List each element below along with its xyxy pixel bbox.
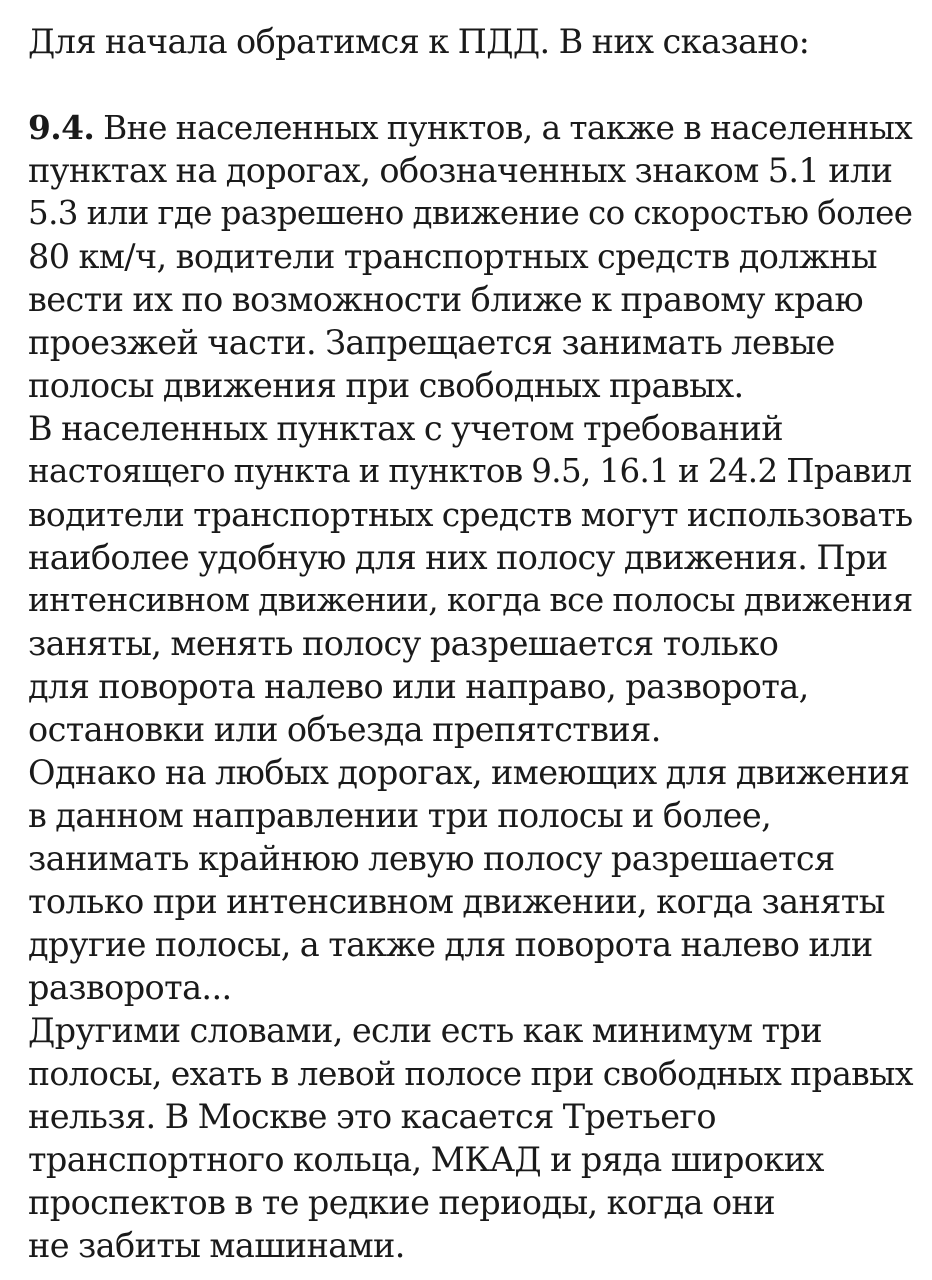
rule-line: вести их по возможности ближе к правому краю bbox=[28, 280, 864, 319]
paragraph-spacer bbox=[28, 63, 918, 106]
intro-paragraph: Для начала обратимся к ПДД. В них сказано: bbox=[28, 22, 810, 61]
conclusion-line: Другими словами, если есть как минимум три bbox=[28, 1011, 822, 1050]
rule-line: В населенных пунктах с учетом требований bbox=[28, 409, 783, 448]
rule-line: для поворота налево или направо, разворота, bbox=[28, 667, 809, 706]
rule-line: проезжей части. Запрещается занимать левые bbox=[28, 323, 835, 362]
rule-line: наиболее удобную для них полосу движения. При bbox=[28, 538, 888, 577]
conclusion-line: проспектов в те редкие периоды, когда они bbox=[28, 1183, 775, 1222]
rule-line: остановки или объезда препятствия. bbox=[28, 710, 661, 749]
rule-line: полосы движения при свободных правых. bbox=[28, 366, 744, 405]
rule-line: настоящего пункта и пунктов 9.5, 16.1 и 24.2 Правил bbox=[28, 452, 912, 490]
rule-line: разворота... bbox=[28, 968, 232, 1007]
rule-first-line bbox=[28, 106, 918, 149]
rule-line: пунктах на дорогах, обозначенных знаком 5.1 или bbox=[28, 151, 893, 190]
rule-quote bbox=[28, 106, 918, 1009]
rule-line: водители транспортных средств могут использовать bbox=[28, 495, 913, 534]
rule-line: другие полосы, а также для поворота налево или bbox=[28, 925, 873, 964]
rule-line: 80 км/ч, водители транспортных средств должны bbox=[28, 237, 877, 276]
rule-line: интенсивном движении, когда все полосы движения bbox=[28, 581, 913, 619]
conclusion-line: транспортного кольца, МКАД и ряда широких bbox=[28, 1140, 824, 1179]
conclusion-line: полосы, ехать в левой полосе при свободных правых bbox=[28, 1054, 913, 1093]
rule-line: в данном направлении три полосы и более, bbox=[28, 796, 772, 835]
rule-line: 5.3 или где разрешено движение со скоростью более bbox=[28, 194, 913, 232]
conclusion-line: нельзя. В Москве это касается Третьего bbox=[28, 1097, 716, 1136]
conclusion-paragraph bbox=[28, 1009, 918, 1267]
rule-first-line-text: Вне населенных пунктов, а также в населенных bbox=[94, 108, 913, 147]
rule-line: только при интенсивном движении, когда заняты bbox=[28, 882, 885, 921]
conclusion-line: не забиты машинами. bbox=[28, 1226, 405, 1265]
rule-number: 9.4. bbox=[28, 108, 95, 147]
rule-line: заняты, менять полосу разрешается только bbox=[28, 624, 779, 663]
article-text bbox=[28, 20, 918, 1267]
rule-line: Однако на любых дорогах, имеющих для движения bbox=[28, 753, 910, 792]
rule-line: занимать крайнюю левую полосу разрешается bbox=[28, 839, 835, 878]
